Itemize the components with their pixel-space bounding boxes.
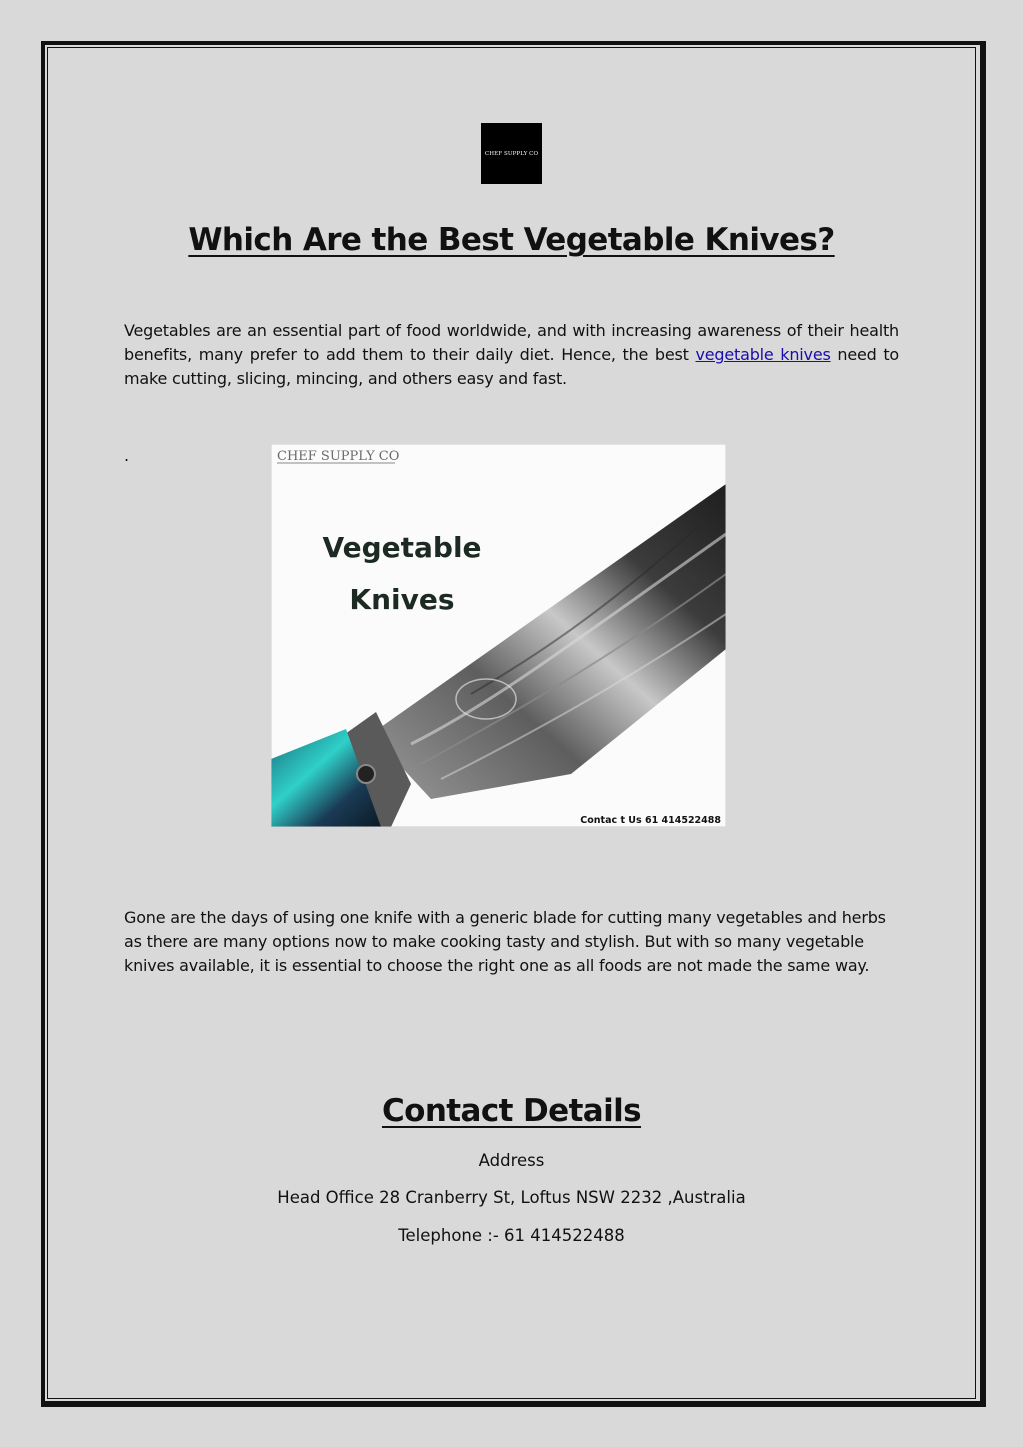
second-paragraph: Gone are the days of using one knife with a generic blade for cutting many vegetables and herbs as there are many options now to make cooking tasty and stylish. But with so many vegetable knives available, it is essential to choose the right one as all foods are not made the same way.: [124, 908, 886, 975]
hero-brand: CHEF SUPPLY CO: [277, 449, 400, 464]
vegetable-knives-link[interactable]: vegetable knives: [695, 345, 831, 364]
article-title: Which Are the Best Vegetable Knives?: [188, 222, 835, 258]
intro-text-end: need to make cutting, slicing, mincing, and others easy and fast.: [124, 345, 899, 388]
intro-paragraph: [124, 319, 899, 391]
logo-text: CHEF SUPPLY CO: [484, 150, 539, 157]
contact-title: Contact Details: [381, 1093, 642, 1129]
hero-line1: Vegetable: [322, 531, 482, 564]
hero-line2: Knives: [349, 583, 455, 616]
chef-supply-logo: [481, 123, 542, 184]
stray-dot: .: [124, 446, 130, 465]
address-text: Head Office 28 Cranberry St, Loftus NSW 2232 ,Australia: [277, 1188, 746, 1207]
intro-text-start: Vegetables are an essential part of food worldwide, and with increasing awareness of their health benefits, many prefer to add them to their daily diet. Hence, the best: [124, 321, 899, 364]
hero-contact: Contac t Us 61 414522488: [580, 815, 721, 826]
address-label: Address: [478, 1151, 545, 1170]
telephone-text: Telephone :- 61 414522488: [398, 1226, 625, 1245]
vegetable-knives-image: [271, 444, 726, 827]
knife-illustration: [271, 444, 726, 827]
